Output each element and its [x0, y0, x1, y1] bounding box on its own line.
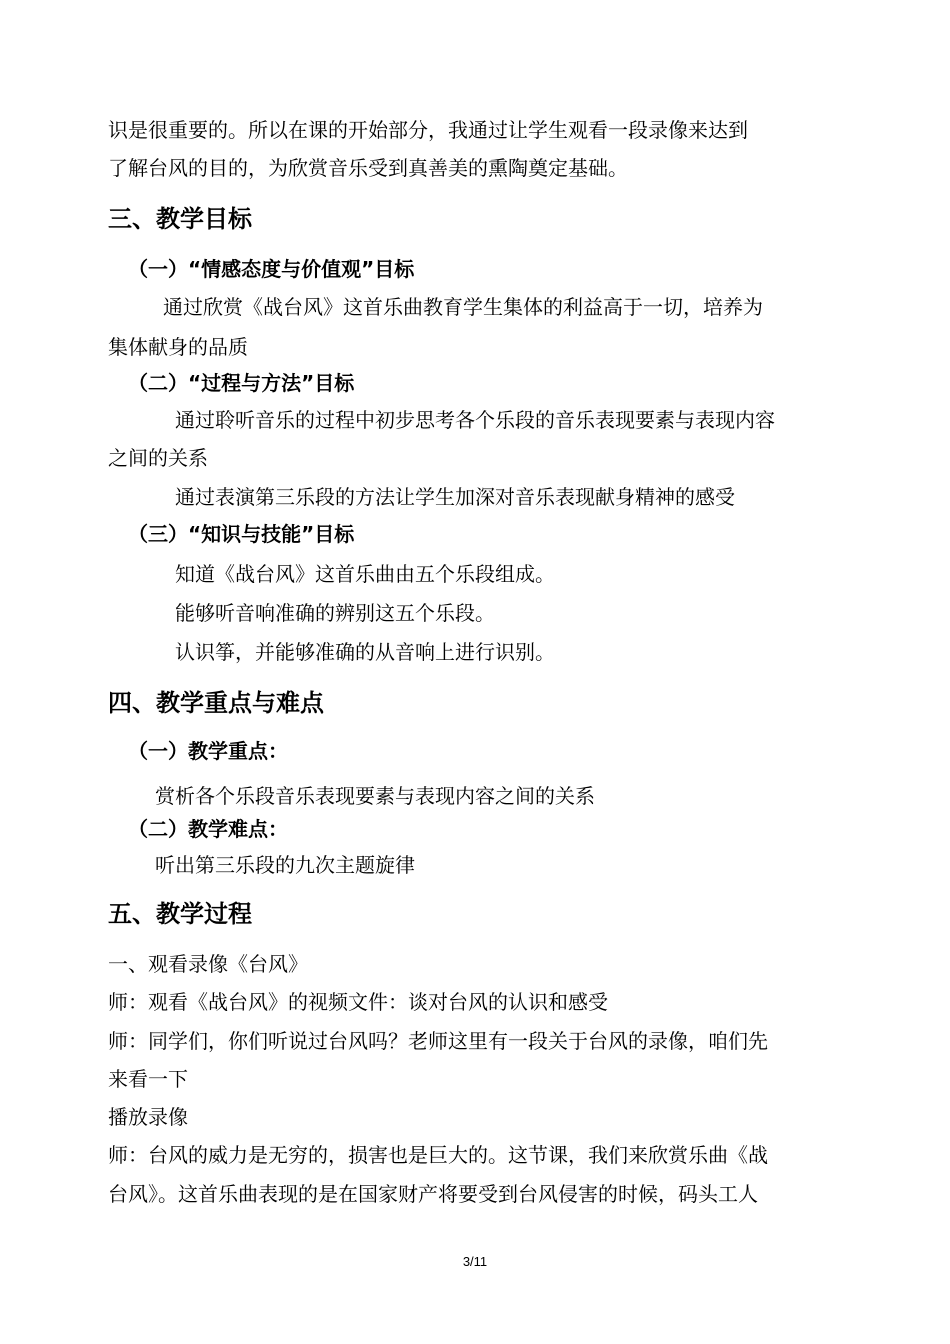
- section-heading: 五、教学过程: [108, 900, 252, 928]
- paragraph-line: 师：观看《战台风》的视频文件：谈对台风的认识和感受: [108, 990, 608, 1014]
- subsection-heading: （二）“过程与方法”目标: [128, 371, 355, 395]
- subsection-heading: （一）“情感态度与价值观”目标: [128, 257, 415, 281]
- paragraph-line: 通过聆听音乐的过程中初步思考各个乐段的音乐表现要素与表现内容: [175, 408, 775, 432]
- paragraph-line: 一、观看录像《台风》: [108, 952, 308, 976]
- paragraph-line: 赏析各个乐段音乐表现要素与表现内容之间的关系: [155, 784, 595, 808]
- page-number: 3/11: [462, 1254, 488, 1269]
- subsection-heading: （二）教学难点：: [128, 817, 288, 841]
- paragraph-line: 师：台风的威力是无穷的，损害也是巨大的。这节课，我们来欣赏乐曲《战: [108, 1143, 768, 1167]
- paragraph-line: 师：同学们，你们听说过台风吗？老师这里有一段关于台风的录像，咱们先: [108, 1029, 768, 1053]
- paragraph-line: 集体献身的品质: [108, 335, 248, 359]
- paragraph-line: 认识筝，并能够准确的从音响上进行识别。: [175, 640, 555, 664]
- paragraph-line: 来看一下: [108, 1067, 188, 1091]
- paragraph-line: 知道《战台风》这首乐曲由五个乐段组成。: [175, 562, 555, 586]
- paragraph-line: 之间的关系: [108, 446, 208, 470]
- paragraph-line: 识是很重要的。所以在课的开始部分，我通过让学生观看一段录像来达到: [108, 118, 748, 142]
- subsection-heading: （一）教学重点：: [128, 739, 288, 763]
- section-heading: 四、教学重点与难点: [108, 689, 324, 717]
- paragraph-line: 能够听音响准确的辨别这五个乐段。: [175, 601, 495, 625]
- paragraph-line: 播放录像: [108, 1105, 188, 1129]
- subsection-heading: （三）“知识与技能”目标: [128, 522, 355, 546]
- paragraph-line: 通过表演第三乐段的方法让学生加深对音乐表现献身精神的感受: [175, 485, 735, 509]
- paragraph-line: 通过欣赏《战台风》这首乐曲教育学生集体的利益高于一切，培养为: [163, 295, 763, 319]
- paragraph-line: 了解台风的目的，为欣赏音乐受到真善美的熏陶奠定基础。: [108, 156, 628, 180]
- section-heading: 三、教学目标: [108, 205, 252, 233]
- paragraph-line: 台风》。这首乐曲表现的是在国家财产将要受到台风侵害的时候，码头工人: [108, 1182, 758, 1206]
- paragraph-line: 听出第三乐段的九次主题旋律: [155, 853, 415, 877]
